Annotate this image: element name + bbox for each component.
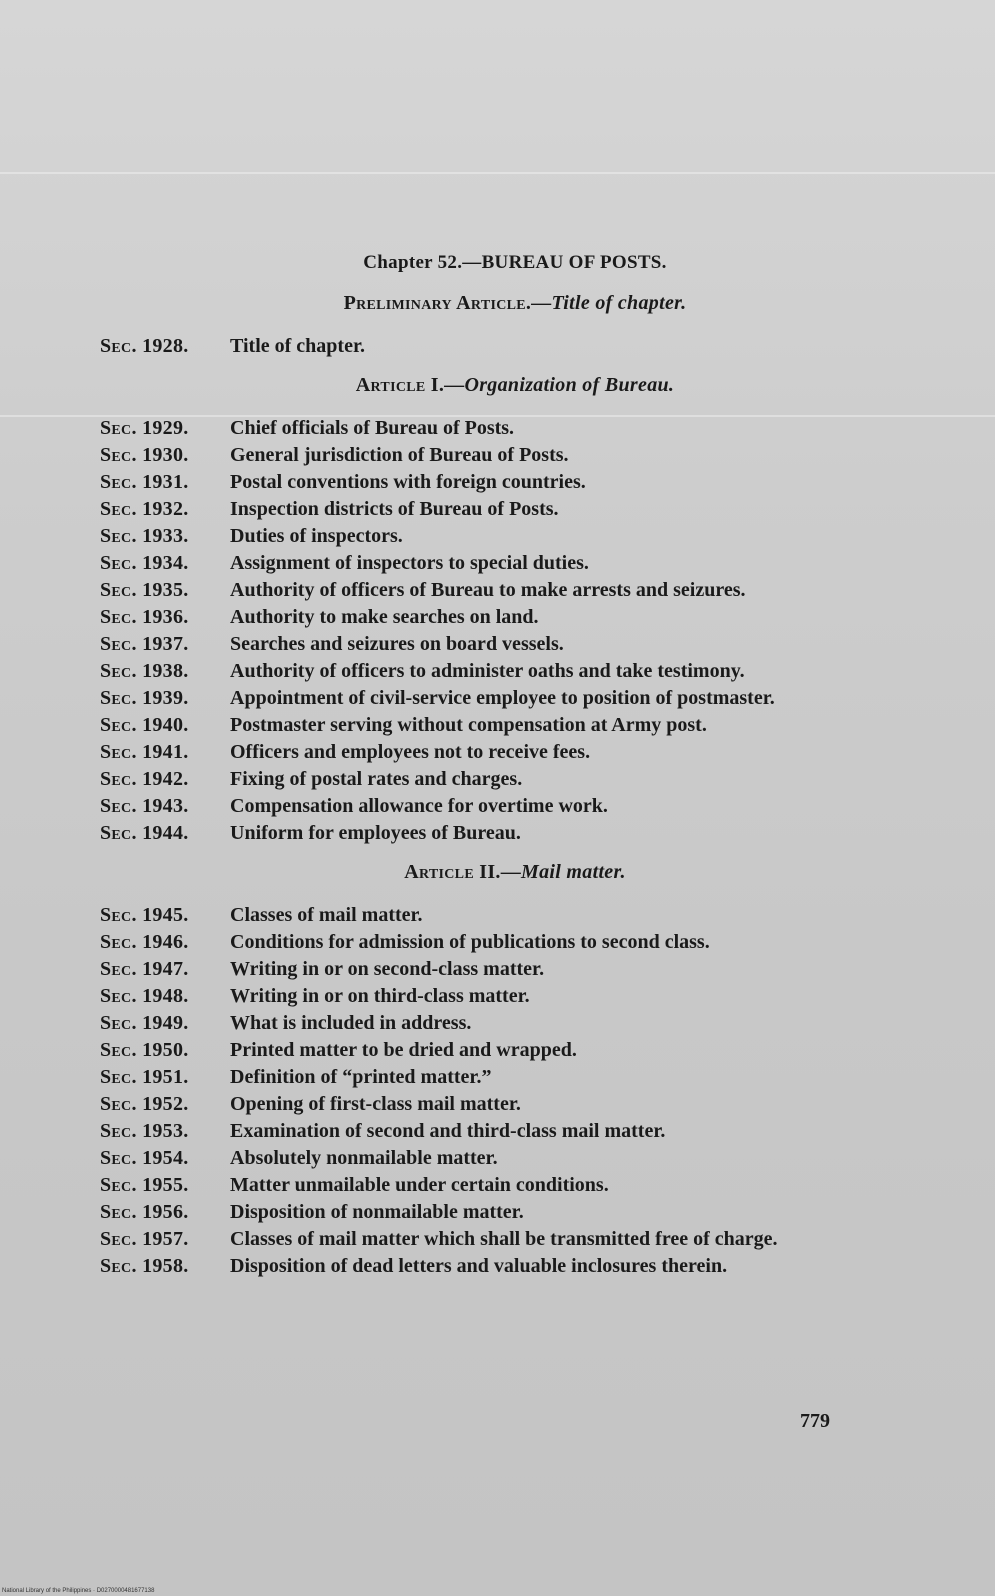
footer-tag: National Library of the Philippines · D0270000481677138 xyxy=(2,1588,155,1594)
section-number: Sec. 1954. xyxy=(100,1147,189,1169)
article-2-section-list xyxy=(100,902,930,1280)
section-entry xyxy=(100,983,930,1010)
article-1-section-list xyxy=(100,415,930,847)
section-title: Disposition of nonmailable matter. xyxy=(230,1201,524,1223)
section-entry xyxy=(100,469,930,496)
section-entry xyxy=(100,1118,930,1145)
section-number: Sec. 1938. xyxy=(100,660,189,682)
section-title: Printed matter to be dried and wrapped. xyxy=(230,1039,577,1061)
section-title: Examination of second and third-class mail matter. xyxy=(230,1120,666,1142)
section-entry xyxy=(100,523,930,550)
section-title: Authority of officers of Bureau to make arrests and seizures. xyxy=(230,579,746,601)
section-number: Sec. 1935. xyxy=(100,579,189,601)
section-title: Conditions for admission of publications to second class. xyxy=(230,931,710,953)
article-title: Title of chapter. xyxy=(551,292,687,314)
section-entry xyxy=(100,658,930,685)
section-entry xyxy=(100,1226,930,1253)
section-title: Classes of mail matter. xyxy=(230,904,423,926)
section-entry xyxy=(100,1064,930,1091)
section-number: Sec. 1937. xyxy=(100,633,189,655)
section-entry xyxy=(100,1172,930,1199)
section-number: Sec. 1952. xyxy=(100,1093,189,1115)
section-title: Matter unmailable under certain conditions. xyxy=(230,1174,609,1196)
section-entry xyxy=(100,333,930,360)
section-entry xyxy=(100,902,930,929)
section-number: Sec. 1955. xyxy=(100,1174,189,1196)
section-title: Uniform for employees of Bureau. xyxy=(230,822,521,844)
section-number: Sec. 1953. xyxy=(100,1120,189,1142)
section-number: Sec. 1931. xyxy=(100,471,189,493)
preliminary-section-list xyxy=(100,333,930,360)
section-entry xyxy=(100,929,930,956)
section-entry xyxy=(100,766,930,793)
section-title: Assignment of inspectors to special duties. xyxy=(230,552,589,574)
section-number: Sec. 1946. xyxy=(100,931,189,953)
section-title: Officers and employees not to receive fees. xyxy=(230,741,591,763)
section-number: Sec. 1949. xyxy=(100,1012,189,1034)
section-number: Sec. 1933. xyxy=(100,525,189,547)
section-title: Postal conventions with foreign countries. xyxy=(230,471,586,493)
section-number: Sec. 1951. xyxy=(100,1066,189,1088)
section-entry xyxy=(100,442,930,469)
section-number: Sec. 1945. xyxy=(100,904,189,926)
section-title: What is included in address. xyxy=(230,1012,472,1034)
section-entry xyxy=(100,1010,930,1037)
section-title: Inspection districts of Bureau of Posts. xyxy=(230,498,559,520)
section-entry xyxy=(100,685,930,712)
article-label: Preliminary Article.— xyxy=(343,292,552,314)
section-number: Sec. 1942. xyxy=(100,768,189,790)
section-entry xyxy=(100,1037,930,1064)
section-entry xyxy=(100,1253,930,1280)
section-title: Definition of “printed matter.” xyxy=(230,1066,492,1088)
section-title: Authority to make searches on land. xyxy=(230,606,539,628)
section-title: Disposition of dead letters and valuable inclosures therein. xyxy=(230,1255,728,1277)
section-entry xyxy=(100,631,930,658)
chapter-heading: Chapter 52.—BUREAU OF POSTS. xyxy=(363,252,667,273)
section-title: Title of chapter. xyxy=(230,335,365,357)
section-entry xyxy=(100,712,930,739)
section-title: Writing in or on second-class matter. xyxy=(230,958,545,980)
section-number: Sec. 1932. xyxy=(100,498,189,520)
section-entry xyxy=(100,496,930,523)
section-entry xyxy=(100,793,930,820)
section-entry xyxy=(100,550,930,577)
section-title: Classes of mail matter which shall be transmitted free of charge. xyxy=(230,1228,778,1250)
section-number: Sec. 1939. xyxy=(100,687,189,709)
article-label: Article I.— xyxy=(355,374,465,396)
section-entry xyxy=(100,1145,930,1172)
section-title: Postmaster serving without compensation at Army post. xyxy=(230,714,707,736)
section-number: Sec. 1957. xyxy=(100,1228,189,1250)
section-title: Absolutely nonmailable matter. xyxy=(230,1147,498,1169)
section-entry xyxy=(100,1091,930,1118)
section-entry xyxy=(100,956,930,983)
section-number: Sec. 1947. xyxy=(100,958,189,980)
section-entry xyxy=(100,577,930,604)
preliminary-article-heading xyxy=(100,292,930,315)
section-number: Sec. 1930. xyxy=(100,444,189,466)
article-title: Organization of Bureau. xyxy=(464,374,675,396)
table-of-contents xyxy=(100,252,930,1294)
section-entry xyxy=(100,1199,930,1226)
section-number: Sec. 1928. xyxy=(100,335,189,357)
section-title: Searches and seizures on board vessels. xyxy=(230,633,564,655)
section-title: Fixing of postal rates and charges. xyxy=(230,768,523,790)
article-1-heading xyxy=(100,374,930,397)
section-title: General jurisdiction of Bureau of Posts. xyxy=(230,444,569,466)
section-title: Opening of first-class mail matter. xyxy=(230,1093,521,1115)
section-title: Writing in or on third-class matter. xyxy=(230,985,530,1007)
page-fold-line xyxy=(0,172,995,174)
section-title: Appointment of civil-service employee to position of postmaster. xyxy=(230,687,775,709)
section-number: Sec. 1950. xyxy=(100,1039,189,1061)
section-number: Sec. 1944. xyxy=(100,822,189,844)
article-label: Article II.— xyxy=(404,861,522,883)
section-number: Sec. 1956. xyxy=(100,1201,189,1223)
section-entry xyxy=(100,820,930,847)
article-2-heading xyxy=(100,861,930,884)
section-number: Sec. 1948. xyxy=(100,985,189,1007)
section-entry xyxy=(100,415,930,442)
section-number: Sec. 1940. xyxy=(100,714,189,736)
page-number: 779 xyxy=(800,1410,830,1432)
section-title: Authority of officers to administer oaths and take testimony. xyxy=(230,660,745,682)
section-entry xyxy=(100,604,930,631)
section-entry xyxy=(100,739,930,766)
section-number: Sec. 1929. xyxy=(100,417,189,439)
section-number: Sec. 1941. xyxy=(100,741,189,763)
section-number: Sec. 1958. xyxy=(100,1255,189,1277)
section-title: Chief officials of Bureau of Posts. xyxy=(230,417,515,439)
section-title: Compensation allowance for overtime work. xyxy=(230,795,608,817)
section-title: Duties of inspectors. xyxy=(230,525,403,547)
section-number: Sec. 1943. xyxy=(100,795,189,817)
section-number: Sec. 1934. xyxy=(100,552,189,574)
article-title: Mail matter. xyxy=(521,861,626,883)
section-number: Sec. 1936. xyxy=(100,606,189,628)
